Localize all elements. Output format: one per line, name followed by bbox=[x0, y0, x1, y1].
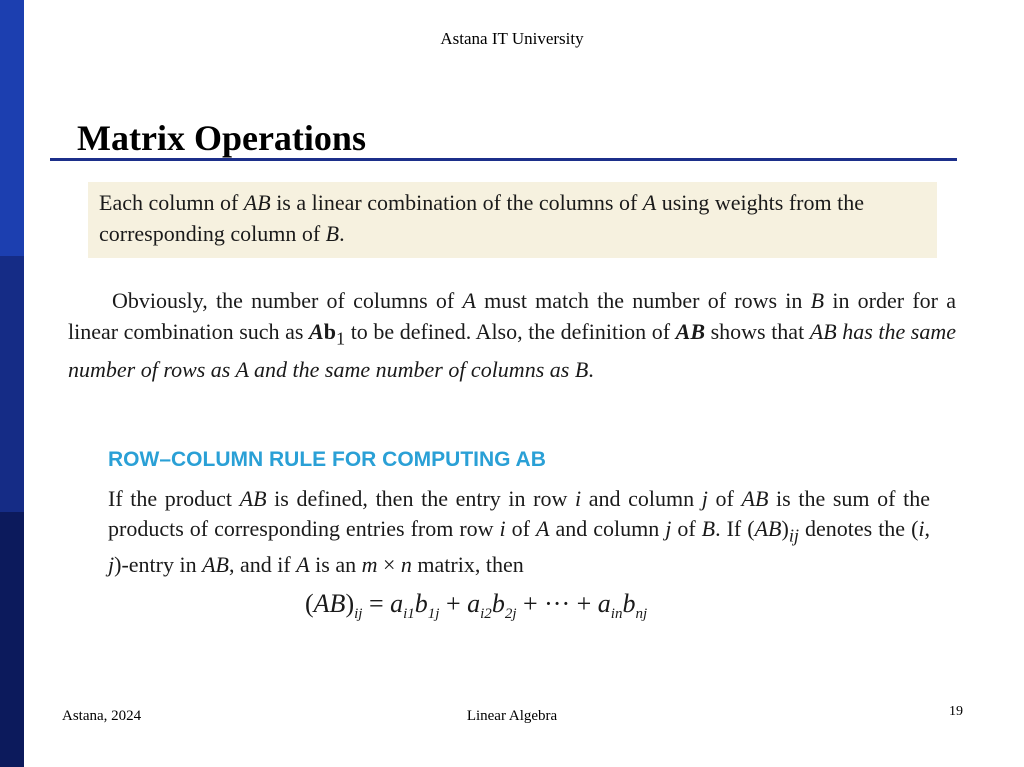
rule-heading: ROW–COLUMN RULE FOR COMPUTING AB bbox=[108, 448, 546, 471]
left-stripe-bottom bbox=[0, 512, 24, 767]
slide-header: Astana IT University bbox=[440, 29, 584, 48]
slide-title: Matrix Operations bbox=[77, 118, 366, 158]
page-number: 19 bbox=[949, 704, 963, 719]
body-paragraph-text: Obviously, the number of columns of A must match the number of rows in B in order for a linear combination such as $Ab_1$ to be defined. Also, the definition of AB shows that AB has the same number of rows as A and the same number of columns as B. bbox=[68, 288, 957, 383]
rule-body-text: If the product AB is defined, then the entry in row i and column j of AB is the sum of the products of corresponding entries from row i of A and column j of B. If $(AB)_{ij}$ denotes the (i, j)-entry in AB, and if A is an m × n matrix, then bbox=[108, 486, 931, 578]
rule-body bbox=[108, 484, 930, 580]
body-paragraph bbox=[68, 285, 956, 385]
title-underline bbox=[50, 158, 957, 161]
left-stripe-middle bbox=[0, 256, 24, 512]
row-column-formula: $(AB)_{ij} = a_{i1}b_{1j} + a_{i2}b_{2j}$ + ··· + $a_{in}b_{nj}$ bbox=[305, 589, 648, 623]
highlight-box bbox=[88, 182, 937, 258]
footer-place-date: Astana, 2024 bbox=[62, 708, 142, 724]
footer-course: Linear Algebra bbox=[466, 708, 558, 724]
highlight-box-text: Each column of AB is a linear combination of the columns of A using weights from the corresponding column of B. bbox=[99, 190, 864, 246]
